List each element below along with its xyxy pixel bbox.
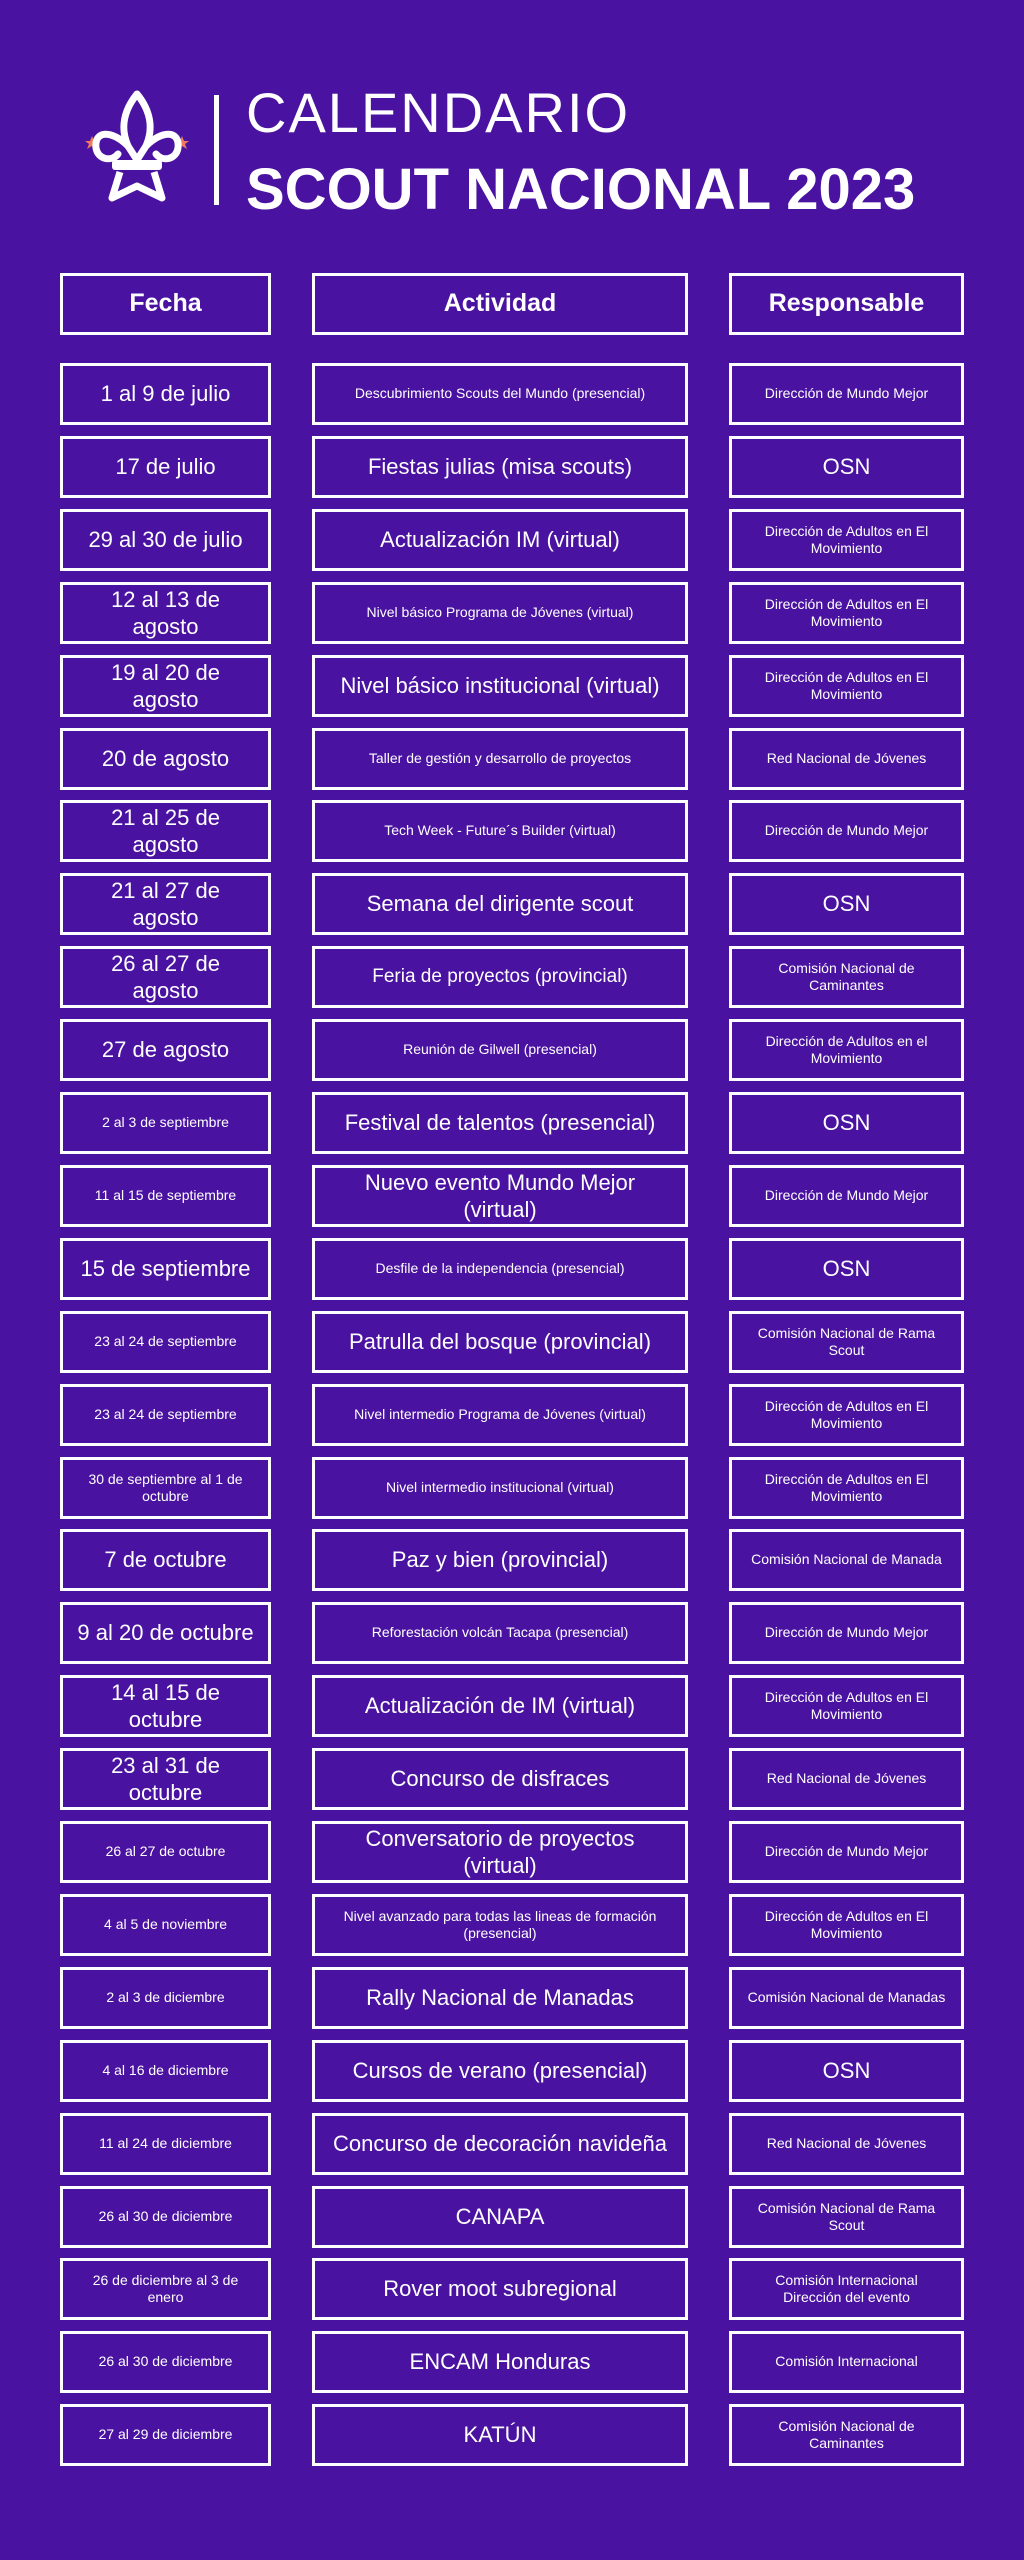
cell-activity: Nivel intermedio Programa de Jóvenes (virtual) [312, 1384, 688, 1446]
cell-activity: Tech Week - Future´s Builder (virtual) [312, 800, 688, 862]
cell-responsible: Dirección de Adultos en El Movimiento [729, 1457, 964, 1519]
cell-date: 19 al 20 de agosto [60, 655, 271, 717]
cell-responsible: Comisión Nacional de Rama Scout [729, 2186, 964, 2248]
cell-responsible: Comisión Nacional de Caminantes [729, 2404, 964, 2466]
cell-date: 26 al 30 de diciembre [60, 2186, 271, 2248]
cell-date: 9 al 20 de octubre [60, 1602, 271, 1664]
cell-responsible: Dirección de Mundo Mejor [729, 1602, 964, 1664]
cell-date: 2 al 3 de diciembre [60, 1967, 271, 2029]
cell-responsible: Dirección de Adultos en El Movimiento [729, 1675, 964, 1737]
cell-activity: Semana del dirigente scout [312, 873, 688, 935]
cell-date: 7 de octubre [60, 1529, 271, 1591]
cell-date: 23 al 31 de octubre [60, 1748, 271, 1810]
cell-activity: Nivel intermedio institucional (virtual) [312, 1457, 688, 1519]
cell-date: 27 de agosto [60, 1019, 271, 1081]
cell-activity: Nivel avanzado para todas las lineas de formación (presencial) [312, 1894, 688, 1956]
cell-activity: Concurso de disfraces [312, 1748, 688, 1810]
cell-responsible: Dirección de Mundo Mejor [729, 1165, 964, 1227]
cell-responsible: Red Nacional de Jóvenes [729, 728, 964, 790]
header-divider [214, 95, 219, 205]
cell-responsible: Dirección de Adultos en El Movimiento [729, 1894, 964, 1956]
cell-date: 30 de septiembre al 1 de octubre [60, 1457, 271, 1519]
cell-responsible: Dirección de Mundo Mejor [729, 363, 964, 425]
cell-date: 20 de agosto [60, 728, 271, 790]
cell-activity: Actualización de IM (virtual) [312, 1675, 688, 1737]
cell-activity: Rover moot subregional [312, 2258, 688, 2320]
cell-responsible: Dirección de Adultos en el Movimiento [729, 1019, 964, 1081]
cell-responsible: Dirección de Adultos en El Movimiento [729, 509, 964, 571]
cell-activity: Reforestación volcán Tacapa (presencial) [312, 1602, 688, 1664]
cell-date: 14 al 15 de octubre [60, 1675, 271, 1737]
cell-activity: Rally Nacional de Manadas [312, 1967, 688, 2029]
cell-date: 11 al 24 de diciembre [60, 2113, 271, 2175]
cell-date: 29 al 30 de julio [60, 509, 271, 571]
cell-responsible: Dirección de Adultos en El Movimiento [729, 1384, 964, 1446]
cell-responsible: Red Nacional de Jóvenes [729, 1748, 964, 1810]
cell-responsible: Dirección de Mundo Mejor [729, 800, 964, 862]
cell-activity: KATÚN [312, 2404, 688, 2466]
cell-responsible: Red Nacional de Jóvenes [729, 2113, 964, 2175]
cell-date: 15 de septiembre [60, 1238, 271, 1300]
cell-responsible: Comisión Internacional [729, 2331, 964, 2393]
cell-activity: Taller de gestión y desarrollo de proyectos [312, 728, 688, 790]
cell-activity: Feria de proyectos (provincial) [312, 946, 688, 1008]
cell-date: 1 al 9 de julio [60, 363, 271, 425]
cell-date: 23 al 24 de septiembre [60, 1384, 271, 1446]
cell-responsible: Comisión Nacional de Manadas [729, 1967, 964, 2029]
cell-activity: Nivel básico Programa de Jóvenes (virtual) [312, 582, 688, 644]
cell-responsible: Comisión Internacional Dirección del evento [729, 2258, 964, 2320]
cell-responsible: Comisión Nacional de Caminantes [729, 946, 964, 1008]
cell-activity: Reunión de Gilwell (presencial) [312, 1019, 688, 1081]
cell-responsible: Comisión Nacional de Manada [729, 1529, 964, 1591]
cell-activity: ENCAM Honduras [312, 2331, 688, 2393]
cell-date: 26 de diciembre al 3 de enero [60, 2258, 271, 2320]
cell-date: 26 al 30 de diciembre [60, 2331, 271, 2393]
cell-date: 2 al 3 de septiembre [60, 1092, 271, 1154]
cell-responsible: OSN [729, 873, 964, 935]
column-header-activity: Actividad [312, 273, 688, 335]
cell-date: 26 al 27 de agosto [60, 946, 271, 1008]
page-title-line2: SCOUT NACIONAL 2023 [246, 157, 916, 222]
scout-fleur-de-lis-icon [82, 90, 192, 210]
cell-activity: Desfile de la independencia (presencial) [312, 1238, 688, 1300]
cell-activity: Descubrimiento Scouts del Mundo (presencial) [312, 363, 688, 425]
cell-responsible: OSN [729, 2040, 964, 2102]
page-header [0, 0, 1024, 240]
column-header-responsible: Responsable [729, 273, 964, 335]
cell-date: 27 al 29 de diciembre [60, 2404, 271, 2466]
cell-responsible: OSN [729, 436, 964, 498]
cell-date: 4 al 16 de diciembre [60, 2040, 271, 2102]
cell-date: 4 al 5 de noviembre [60, 1894, 271, 1956]
cell-responsible: Dirección de Adultos en El Movimiento [729, 582, 964, 644]
cell-activity: Patrulla del bosque (provincial) [312, 1311, 688, 1373]
cell-activity: Actualización IM (virtual) [312, 509, 688, 571]
cell-activity: Paz y bien (provincial) [312, 1529, 688, 1591]
cell-date: 21 al 27 de agosto [60, 873, 271, 935]
cell-date: 17 de julio [60, 436, 271, 498]
cell-activity: Festival de talentos (presencial) [312, 1092, 688, 1154]
cell-date: 26 al 27 de octubre [60, 1821, 271, 1883]
cell-date: 11 al 15 de septiembre [60, 1165, 271, 1227]
cell-activity: Conversatorio de proyectos (virtual) [312, 1821, 688, 1883]
cell-activity: Concurso de decoración navideña [312, 2113, 688, 2175]
cell-activity: Fiestas julias (misa scouts) [312, 436, 688, 498]
cell-activity: Cursos de verano (presencial) [312, 2040, 688, 2102]
cell-responsible: Dirección de Mundo Mejor [729, 1821, 964, 1883]
cell-activity: Nivel básico institucional (virtual) [312, 655, 688, 717]
cell-responsible: OSN [729, 1092, 964, 1154]
cell-date: 12 al 13 de agosto [60, 582, 271, 644]
column-header-date: Fecha [60, 273, 271, 335]
cell-date: 21 al 25 de agosto [60, 800, 271, 862]
cell-date: 23 al 24 de septiembre [60, 1311, 271, 1373]
cell-responsible: Dirección de Adultos en El Movimiento [729, 655, 964, 717]
cell-responsible: OSN [729, 1238, 964, 1300]
cell-responsible: Comisión Nacional de Rama Scout [729, 1311, 964, 1373]
cell-activity: Nuevo evento Mundo Mejor (virtual) [312, 1165, 688, 1227]
page-title-line1: CALENDARIO [246, 81, 631, 144]
cell-activity: CANAPA [312, 2186, 688, 2248]
